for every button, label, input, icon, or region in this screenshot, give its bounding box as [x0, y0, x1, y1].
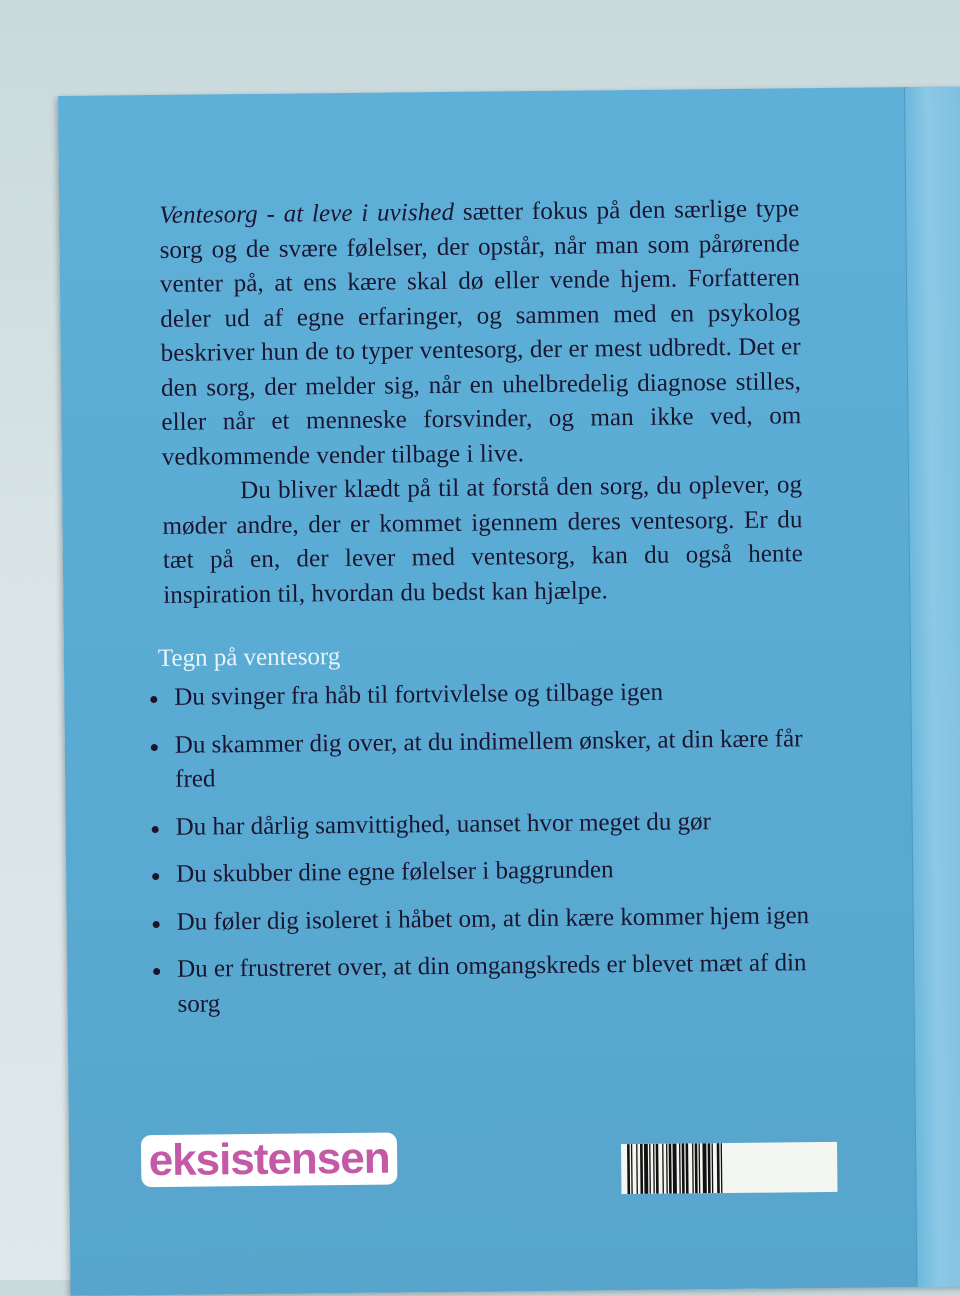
barcode-icon — [625, 1142, 834, 1194]
publisher-logo — [141, 1133, 398, 1188]
list-item: Du skammer dig over, at du indimellem ønsker, at din kære får fred — [145, 722, 826, 798]
blurb-paragraph-1-text: sætter fokus på den særlige type sorg og de svære følelser, der opstår, når man som pårørende venter på, at ens kære skal dø eller vende hjem. Forfatteren deler ud af egne erfaringer, og sammen med en psykolog beskriver hun de to typer ventesorg, der er mest udbredt. Det er den sorg, der melder sig, når en uhelbredelig diagnose stilles, eller når et menneske forsvinder, og man ikke ved, om vedkommende vender tilbage i live. — [159, 195, 802, 471]
list-item: Du føler dig isoleret i håbet om, at din kære kommer hjem igen — [146, 898, 826, 940]
blurb — [159, 192, 803, 613]
barcode — [621, 1142, 838, 1194]
signs-heading: Tegn på ventesorg — [157, 643, 341, 672]
list-item: Du er frustreret over, at din omgangskreds er blevet mæt af din sorg — [147, 946, 828, 1022]
blurb-paragraph-2: Du bliver klædt på til at forstå den sorg, du oplever, og møder andre, der er kommet igennem deres ventesorg. Er du tæt på en, der lever med ventesorg, kan du også hente inspiration til, hvordan du bedst kan hjælpe. — [162, 471, 803, 609]
list-item: Du har dårlig samvittighed, uanset hvor meget du gør — [145, 804, 825, 846]
page-edge — [904, 87, 960, 1288]
blurb-paragraph-1 — [159, 192, 802, 475]
signs-list — [144, 674, 828, 1035]
publisher-logo-text: eksistensen — [148, 1133, 390, 1186]
list-item: Du skubber dine egne følelser i baggrunden — [146, 851, 826, 893]
book-back-cover — [58, 87, 960, 1296]
list-item: Du svinger fra håb til fortvivlelse og tilbage igen — [144, 674, 824, 716]
book-title-italic: Ventesorg - at leve i uvished — [159, 198, 455, 229]
